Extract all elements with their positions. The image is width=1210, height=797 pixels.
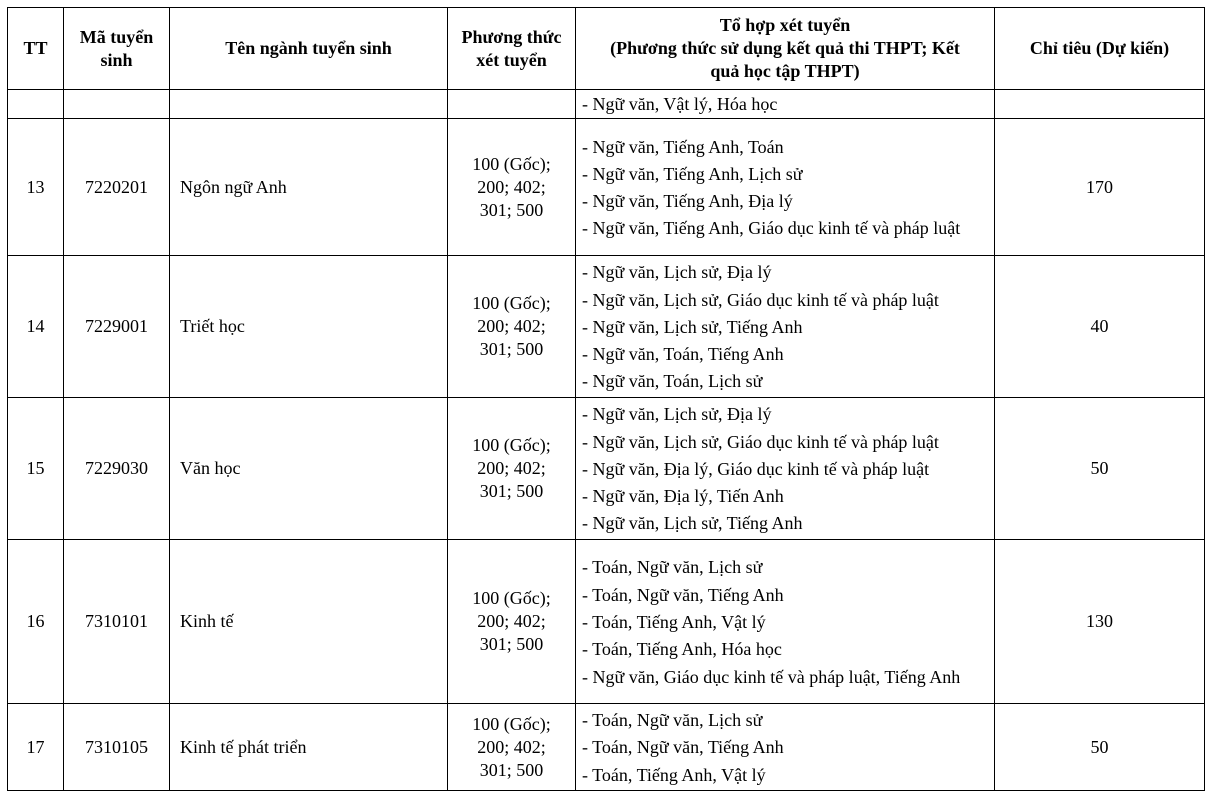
row-method: 100 (Gốc); 200; 402; 301; 500 bbox=[448, 119, 576, 256]
row-code: 7229030 bbox=[64, 398, 170, 540]
combo-item: - Ngữ văn, Tiếng Anh, Lịch sử bbox=[582, 163, 803, 184]
row-code: 7229001 bbox=[64, 256, 170, 398]
combo-continuation: - Ngữ văn, Vật lý, Hóa học bbox=[576, 90, 995, 119]
combo-item: - Ngữ văn, Lịch sử, Giáo dục kinh tế và pháp luật bbox=[582, 431, 939, 452]
combo-item: - Ngữ văn, Lịch sử, Tiếng Anh bbox=[582, 513, 803, 534]
row-tt: 13 bbox=[8, 119, 64, 256]
row-name: Triết học bbox=[170, 256, 448, 398]
table-row bbox=[8, 704, 1205, 791]
combo-item: - Toán, Tiếng Anh, Vật lý bbox=[582, 764, 766, 785]
row-quota: 130 bbox=[995, 540, 1205, 704]
row-tt: 15 bbox=[8, 398, 64, 540]
row-name: Văn học bbox=[170, 398, 448, 540]
header-method: Phương thức xét tuyển bbox=[448, 8, 576, 90]
row-name: Kinh tế phát triển bbox=[170, 704, 448, 791]
combo-item: - Ngữ văn, Giáo dục kinh tế và pháp luật, Tiếng Anh bbox=[582, 666, 961, 687]
table-row bbox=[8, 398, 1205, 540]
combo-item: - Ngữ văn, Địa lý, Tiến Anh bbox=[582, 486, 784, 507]
row-combos bbox=[576, 119, 995, 256]
row-tt: 14 bbox=[8, 256, 64, 398]
continuation-row bbox=[8, 90, 1205, 119]
combo-item: - Ngữ văn, Tiếng Anh, Toán bbox=[582, 136, 784, 157]
combo-item: - Ngữ văn, Toán, Lịch sử bbox=[582, 371, 763, 392]
combo-item: - Toán, Ngữ văn, Tiếng Anh bbox=[582, 584, 784, 605]
row-quota: 50 bbox=[995, 398, 1205, 540]
table-row bbox=[8, 119, 1205, 256]
combo-item: - Ngữ văn, Lịch sử, Địa lý bbox=[582, 262, 772, 283]
combo-item: - Ngữ văn, Địa lý, Giáo dục kinh tế và pháp luật bbox=[582, 458, 930, 479]
combo-item: - Toán, Ngữ văn, Lịch sử bbox=[582, 557, 763, 578]
row-tt: 16 bbox=[8, 540, 64, 704]
row-code: 7310101 bbox=[64, 540, 170, 704]
combo-item: - Ngữ văn, Lịch sử, Tiếng Anh bbox=[582, 316, 803, 337]
combo-item: - Toán, Ngữ văn, Lịch sử bbox=[582, 710, 763, 731]
row-method: 100 (Gốc); 200; 402; 301; 500 bbox=[448, 398, 576, 540]
row-combos bbox=[576, 540, 995, 704]
combo-item: - Toán, Tiếng Anh, Vật lý bbox=[582, 612, 766, 632]
table-row bbox=[8, 540, 1205, 704]
header-combo: Tổ hợp xét tuyển (Phương thức sử dụng kết quả thi THPT; Kết quả học tập THPT) bbox=[576, 8, 995, 90]
row-quota: 170 bbox=[995, 119, 1205, 256]
header-quota: Chỉ tiêu (Dự kiến) bbox=[995, 8, 1205, 90]
header-code: Mã tuyển sinh bbox=[64, 8, 170, 90]
row-method: 100 (Gốc); 200; 402; 301; 500 bbox=[448, 256, 576, 398]
row-tt: 17 bbox=[8, 704, 64, 791]
admissions-table bbox=[7, 7, 1205, 791]
combo-item: - Ngữ văn, Tiếng Anh, Địa lý bbox=[582, 191, 793, 212]
row-combos bbox=[576, 398, 995, 540]
row-quota: 50 bbox=[995, 704, 1205, 791]
combo-item: - Toán, Ngữ văn, Tiếng Anh bbox=[582, 737, 784, 758]
header-row bbox=[8, 8, 1205, 90]
header-name: Tên ngành tuyển sinh bbox=[170, 8, 448, 90]
row-name: Ngôn ngữ Anh bbox=[170, 119, 448, 256]
row-quota: 40 bbox=[995, 256, 1205, 398]
row-name: Kinh tế bbox=[170, 540, 448, 704]
combo-item: - Toán, Tiếng Anh, Hóa học bbox=[582, 639, 782, 660]
row-code: 7220201 bbox=[64, 119, 170, 256]
combo-item: - Ngữ văn, Tiếng Anh, Giáo dục kinh tế và pháp luật bbox=[582, 218, 961, 239]
combo-item: - Ngữ văn, Lịch sử, Giáo dục kinh tế và pháp luật bbox=[582, 289, 939, 310]
row-code: 7310105 bbox=[64, 704, 170, 791]
table-row bbox=[8, 256, 1205, 398]
row-combos bbox=[576, 704, 995, 791]
combo-item: - Ngữ văn, Toán, Tiếng Anh bbox=[582, 344, 784, 365]
header-tt: TT bbox=[8, 8, 64, 90]
row-method: 100 (Gốc); 200; 402; 301; 500 bbox=[448, 704, 576, 791]
row-method: 100 (Gốc); 200; 402; 301; 500 bbox=[448, 540, 576, 704]
combo-item: - Ngữ văn, Lịch sử, Địa lý bbox=[582, 404, 772, 425]
row-combos bbox=[576, 256, 995, 398]
